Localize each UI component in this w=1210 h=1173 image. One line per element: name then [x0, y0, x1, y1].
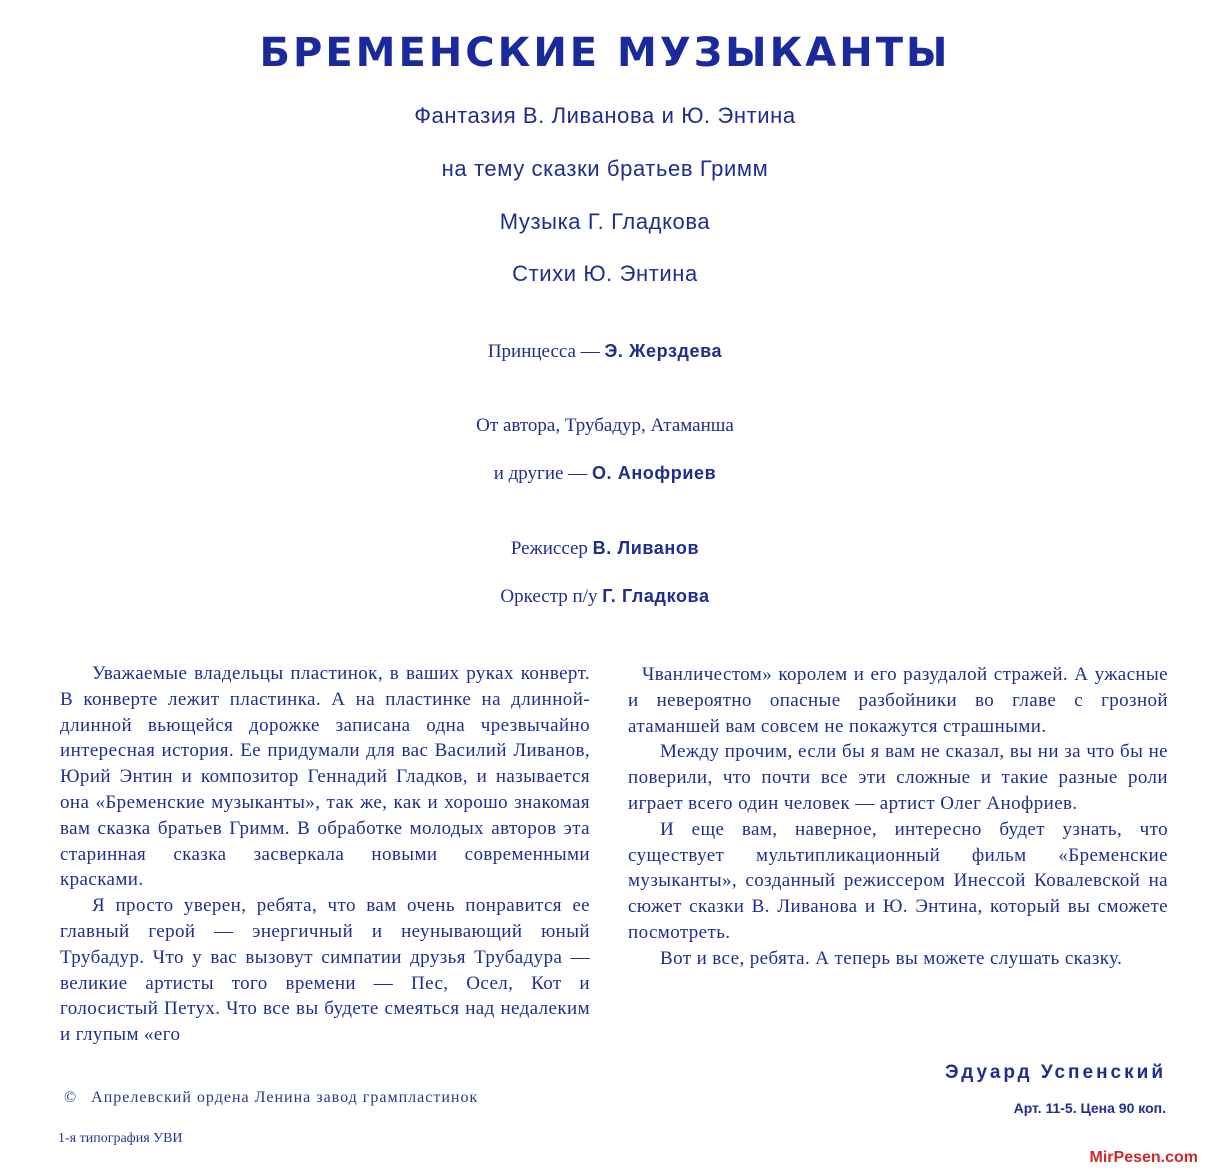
- copyright-icon: ©: [64, 1089, 78, 1106]
- paragraph-roles: Между прочим, если бы я вам не сказал, вы ни за что бы не поверили, что почти все эти сложные и такие разные роли играет всего один человек — артист Олег Анофриев.: [628, 741, 1168, 814]
- credit-orchestra: [0, 586, 1210, 608]
- credit-princess-role: Принцесса —: [487, 341, 600, 362]
- watermark: MirPesen.com: [1089, 1149, 1198, 1166]
- subtitle-theme: на тему сказки братьев Гримм: [441, 156, 769, 181]
- credit-director-role: Режиссер: [510, 538, 588, 559]
- credit-princess: [0, 341, 1210, 363]
- subtitle-fantasy: Фантазия В. Ливанова и Ю. Энтина: [414, 103, 796, 128]
- printer-line: 1-я типография УВИ: [58, 1131, 183, 1146]
- credit-author-name: О. Анофриев: [591, 463, 717, 483]
- album-title: БРЕМЕНСКИЕ МУЗЫКАНТЫ: [259, 30, 951, 76]
- credit-princess-name: Э. Жерздева: [604, 341, 723, 361]
- paragraph-intro: Уважаемые владельцы пластинок, в ваших руках конверт. В конверте лежит пластинка. А на пластинке на длинной-длинной вьющейся дорожке записана одна чрезвычайно интересная история. Ее придумали для вас Василий Ливанов, Юрий Энтин и композитор Геннадий Гладков, и называется она «Бременские музыканты», так же, как и хорошо знакомая вам сказка братьев Гримм. В обработке молодых авторов эта старинная сказка засверкала новыми современными красками.: [60, 663, 590, 891]
- paragraph-continuation: Чванличестом» королем и его разудалой стражей. А ужасные и невероятно опасные разбойники во главе с грозной атаманшей вам совсем не покажутся страшными.: [628, 664, 1168, 737]
- signature: Эдуард Успенский: [944, 1062, 1166, 1083]
- text-column-right: [628, 662, 1168, 972]
- subtitle-lyrics: Стихи Ю. Энтина: [512, 261, 698, 286]
- paragraph-closing: Вот и все, ребята. А теперь вы можете слушать сказку.: [660, 947, 1123, 969]
- price-line: Арт. 11-5. Цена 90 коп.: [1013, 1100, 1166, 1116]
- credit-author-line1: От автора, Трубадур, Атаманша: [476, 415, 734, 436]
- copyright-text: Апрелевский ордена Ленина завод грампластинок: [91, 1089, 479, 1106]
- subtitle-music: Музыка Г. Гладкова: [499, 209, 711, 234]
- paragraph-heroes: Я просто уверен, ребята, что вам очень понравится ее главный герой — энергичный и неунывающий юный Трубадур. Что у вас вызовут симпатии друзья Трубадура — великие артисты того времени — Пес, Осел, Кот и голосистый Петух. Что все вы будете смеяться над недалеким и глупым «его: [60, 895, 590, 1046]
- text-column-left: [60, 661, 590, 1048]
- credit-orchestra-name: Г. Гладкова: [602, 586, 710, 606]
- paragraph-cartoon: И еще вам, наверное, интересно будет узнать, что существует мультипликационный фильм «Бременские музыканты», созданный режиссером Инессой Ковалевской на сюжет сказки В. Ливанова и Ю. Энтина, который вы сможете посмотреть.: [628, 818, 1168, 943]
- copyright-line: [64, 1089, 478, 1107]
- credit-author-line2: [0, 463, 1210, 485]
- credit-author-role: и другие —: [493, 463, 588, 484]
- credit-orchestra-role: Оркестр п/у: [500, 586, 598, 607]
- credit-director: [0, 538, 1210, 560]
- credit-director-name: В. Ливанов: [592, 538, 700, 558]
